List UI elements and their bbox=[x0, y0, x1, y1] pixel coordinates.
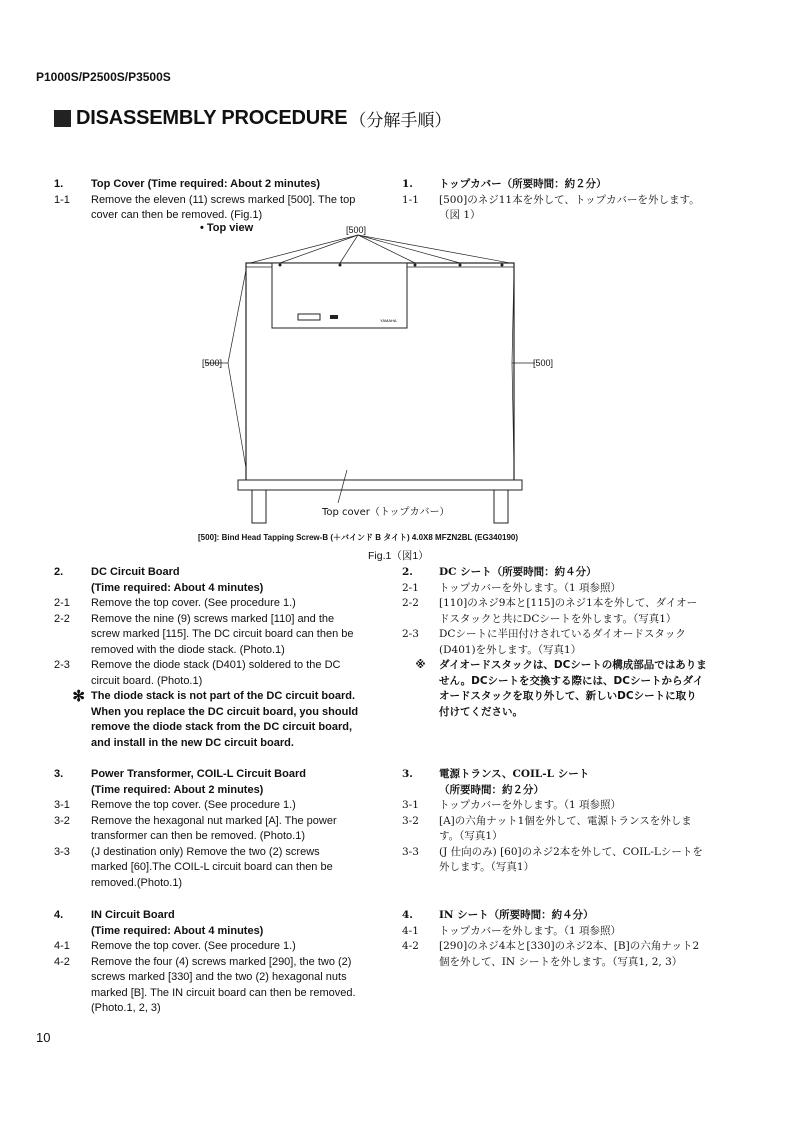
section-2-en bbox=[54, 565, 359, 751]
step-text: Remove the top cover. (See procedure 1.) bbox=[91, 597, 296, 609]
step-text: [110]のネジ9本と[115]のネジ1本を外して、ダイオードスタックと共にDCシートを外します。（写真1） bbox=[439, 597, 698, 625]
section-time: (Time required: About 4 minutes) bbox=[91, 924, 264, 937]
step-text: [500]のネジ11本を外して、トップカバーを外します。（図 1） bbox=[439, 193, 700, 221]
step-text: Remove the top cover. (See procedure 1.) bbox=[91, 940, 296, 952]
step-number: 3-3 bbox=[402, 845, 419, 858]
figure-label: Fig.1（図1） bbox=[368, 550, 429, 562]
section-title: Power Transformer, COIL-L Circuit Board bbox=[91, 768, 306, 780]
step-number: 3-1 bbox=[402, 799, 419, 811]
step-number: 2-1 bbox=[402, 581, 419, 594]
section-number: 3. bbox=[402, 768, 413, 780]
section-number: 1. bbox=[402, 178, 413, 190]
section-number: 1. bbox=[54, 178, 64, 190]
step-text: [290]のネジ4本と[330]のネジ2本、[B]の六角ナット2個を外して、IN シートを外します。（写真1, 2, 3） bbox=[439, 940, 700, 968]
step-text: Remove the nine (9) screws marked [110] and the screw marked [115]. The DC circuit board can then be removed with the diode stack. (Photo.1) bbox=[91, 612, 354, 656]
step-number: 4-1 bbox=[54, 940, 70, 952]
note-mark: ※ bbox=[415, 659, 426, 671]
section-title: トップカバー（所要時間：約２分） bbox=[439, 178, 607, 190]
section-number: 2. bbox=[402, 566, 413, 578]
figure-caption: [500]: Bind Head Tapping Screw-B (＋バインド B タイト) 4.0X8 MFZN2BL (EG340190) bbox=[198, 533, 519, 542]
section-2-jp bbox=[402, 565, 707, 720]
section-number: 4. bbox=[402, 909, 413, 921]
step-text: Remove the eleven (11) screws marked [500]. The top cover can then be removed. (Fig.1) bbox=[91, 193, 356, 221]
rack-ears bbox=[238, 480, 522, 490]
section-3-en bbox=[54, 767, 359, 891]
step-text: (J 仕向のみ) [60]のネジ2本を外して、COIL-Lシートを外します。（写真1） bbox=[439, 845, 703, 873]
section-number: 2. bbox=[54, 566, 64, 578]
step-number: 2-1 bbox=[54, 597, 70, 609]
section-4-jp bbox=[402, 908, 707, 970]
callout-500-left: [500] bbox=[202, 358, 223, 368]
section-1-en bbox=[54, 177, 364, 224]
callout-500-right: [500] bbox=[533, 358, 554, 368]
step-number: 2-3 bbox=[402, 628, 419, 640]
step-text: トップカバーを外します。（1 項参照） bbox=[439, 924, 622, 937]
step-number: 3-2 bbox=[54, 814, 70, 827]
model-name: P1000S/P2500S/P3500S bbox=[36, 70, 171, 84]
step-number: 4-2 bbox=[54, 955, 70, 968]
callout-500-top: [500] bbox=[346, 225, 367, 235]
top-view-diagram bbox=[180, 218, 560, 530]
section-number: 4. bbox=[54, 909, 64, 921]
section-title: 電源トランス、COIL-L シート bbox=[439, 768, 590, 780]
note-mark: ✻ bbox=[72, 688, 85, 705]
section-time: （所要時間：約２分） bbox=[439, 783, 544, 796]
top-view-label: • Top view bbox=[200, 222, 254, 234]
section-title: DC シート（所要時間：約４分） bbox=[439, 566, 597, 578]
note-text: ダイオードスタックは、DCシートの構成部品ではありません。DCシートを交換する際には、DCシートからダイオードスタックを取り外して、新しいDCシートに取り付けてください。 bbox=[439, 659, 707, 718]
page-number: 10 bbox=[36, 1030, 51, 1045]
section-heading bbox=[54, 106, 451, 131]
step-text: (J destination only) Remove the two (2) screws marked [60].The COIL-L circuit board can then be removed.(Photo.1) bbox=[91, 845, 333, 889]
section-1-jp bbox=[402, 177, 707, 224]
step-number: 3-2 bbox=[402, 814, 419, 827]
step-number: 1-1 bbox=[402, 193, 419, 206]
step-number: 3-3 bbox=[54, 845, 70, 858]
step-text: DCシートに半田付けされているダイオードスタック(D401)を外します。（写真1） bbox=[439, 628, 686, 656]
section-title: IN シート（所要時間：約４分） bbox=[439, 909, 594, 921]
section-title: IN Circuit Board bbox=[91, 909, 175, 921]
step-number: 2-2 bbox=[54, 612, 70, 625]
section-title: Top Cover (Time required: About 2 minutes) bbox=[91, 178, 320, 190]
step-text: Remove the top cover. (See procedure 1.) bbox=[91, 799, 296, 811]
svg-text:YAMAHA: YAMAHA bbox=[380, 318, 397, 323]
note-text: The diode stack is not part of the DC circuit board. When you replace the DC circuit board, you should remove the diode stack from the DC circuit board, and install in the new DC circuit board. bbox=[91, 690, 359, 749]
step-number: 4-2 bbox=[402, 940, 419, 952]
step-text: Remove the four (4) screws marked [290], the two (2) screws marked [330] and the two (2) hexagonal nuts marked [B]. The IN circuit board can then be removed. (Photo.1, 2, 3) bbox=[91, 955, 356, 1014]
section-4-en bbox=[54, 908, 359, 1017]
section-3-jp bbox=[402, 767, 707, 876]
step-number: 2-3 bbox=[54, 659, 70, 671]
heading-bullet bbox=[54, 110, 71, 127]
front-foot-left bbox=[252, 490, 266, 523]
step-text: [A]の六角ナット1個を外して、電源トランスを外します。（写真1） bbox=[439, 814, 692, 842]
section-title: DC Circuit Board bbox=[91, 566, 180, 578]
step-text: トップカバーを外します。（1 項参照） bbox=[439, 581, 622, 594]
step-number: 4-1 bbox=[402, 924, 419, 937]
section-time: (Time required: About 4 minutes) bbox=[91, 581, 264, 594]
front-foot-right bbox=[494, 490, 508, 523]
top-cover-label: Top cover（トップカバー） bbox=[322, 507, 450, 518]
step-text: トップカバーを外します。（1 項参照） bbox=[439, 799, 622, 811]
page-title-jp: （分解手順） bbox=[349, 111, 452, 131]
page-title: DISASSEMBLY PROCEDURE bbox=[76, 107, 348, 129]
step-number: 3-1 bbox=[54, 799, 70, 811]
step-number: 2-2 bbox=[402, 597, 419, 609]
step-text: Remove the diode stack (D401) soldered to the DC circuit board. (Photo.1) bbox=[91, 659, 341, 687]
step-text: Remove the hexagonal nut marked [A]. The power transformer can then be removed. (Photo.1) bbox=[91, 814, 337, 842]
section-number: 3. bbox=[54, 768, 64, 780]
step-number: 1-1 bbox=[54, 193, 70, 206]
section-time: (Time required: About 2 minutes) bbox=[91, 783, 264, 796]
